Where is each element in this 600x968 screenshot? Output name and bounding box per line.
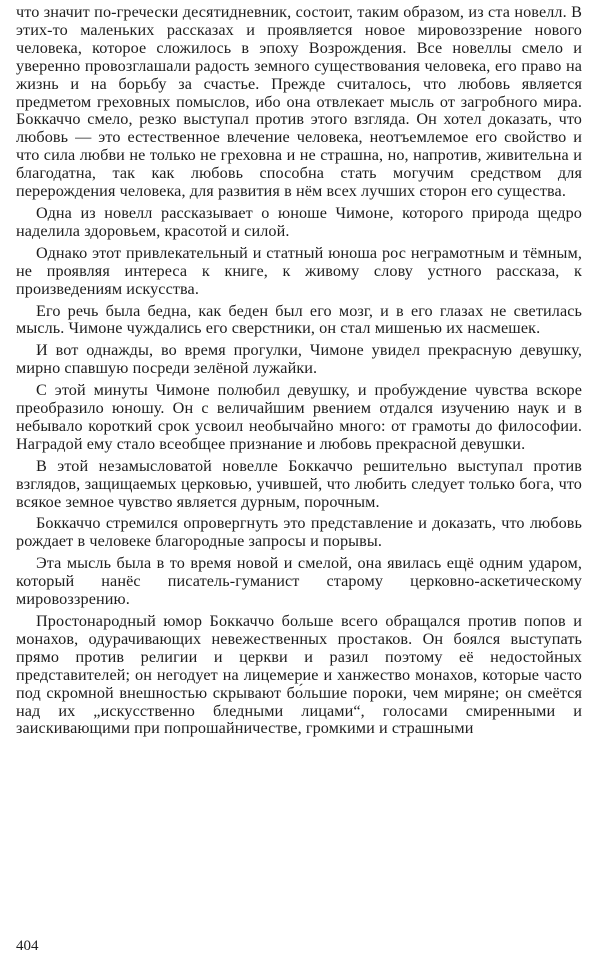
- page-number: 404: [16, 938, 39, 954]
- paragraph: что значит по-гречески десятидневник, состоит, таким образом, из ста новелл. В этих-то маленьких рассказах и проявляется новое мировоззрение нового человека, которое сложилось в эпоху Возрождения. Все новеллы смело и уверенно провозглашали радость земного существования человека, его право на жизнь и на борьбу за счастье. Прежде считалось, что любовь является предметом греховных помыслов, ибо она отвлекает мысль от загробного мира. Боккаччо смело, резко выступал против этого взгляда. Он хотел доказать, что любовь — это естественное влечение человека, неотъемлемое его свойство и что сила любви не только не греховна и не страшна, но, напротив, живительна и благодатна, так как любовь способна стать могучим средством для перерождения человека, для развития в нём всех лучших сторон его существа.: [16, 3, 582, 201]
- paragraph: Боккаччо стремился опровергнуть это представление и доказать, что любовь рождает в человеке благородные запросы и порывы.: [16, 514, 582, 551]
- paragraph: И вот однажды, во время прогулки, Чимоне увидел прекрасную девушку, мирно спавшую посреди зелёной лужайки.: [16, 341, 582, 378]
- paragraph: С этой минуты Чимоне полюбил девушку, и пробуждение чувства вскоре преобразило юношу. Он с величайшим рвением отдался изучению наук и в небывало короткий срок усвоил необычайно много: от грамоты до философии. Наградой ему стало всеобщее признание и любовь прекрасной девушки.: [16, 381, 582, 453]
- paragraph: Одна из новелл рассказывает о юноше Чимоне, которого природа щедро наделила здоровьем, красотой и силой.: [16, 203, 582, 240]
- paragraph: Простонародный юмор Боккаччо больше всего обращался против попов и монахов, одурачивающих невежественных простаков. Он боялся выступать прямо против религии и церкви и разил поэтому её недостойных представителей; он негодует на лицемерие и ханжество монахов, которые часто под скромной внешностью скрывают бо́льшие пороки, чем миряне; он смеётся над их „искусственно бледными лицами“, голосами смиренными и заискивающими при попрошайничестве, громкими и страшными: [16, 612, 582, 738]
- paragraph: Эта мысль была в то время новой и смелой, она явилась ещё одним ударом, который нанёс писатель-гуманист старому церковно-аскетическому мировоззрению.: [16, 554, 582, 609]
- body-text: [16, 4, 582, 742]
- paragraph: Его речь была бедна, как беден был его мозг, и в его глазах не светилась мысль. Чимоне чуждались его сверстники, он стал мишенью их насмешек.: [16, 301, 582, 338]
- paragraph: В этой незамысловатой новелле Боккаччо решительно выступал против взглядов, защищаемых церковью, учившей, что любить следует только бога, что всякое земное чувство является дурным, порочным.: [16, 456, 582, 511]
- paragraph: Однако этот привлекательный и статный юноша рос неграмотным и тёмным, не проявляя интереса к книге, к живому слову устного рассказа, к произведениям искусства.: [16, 243, 582, 298]
